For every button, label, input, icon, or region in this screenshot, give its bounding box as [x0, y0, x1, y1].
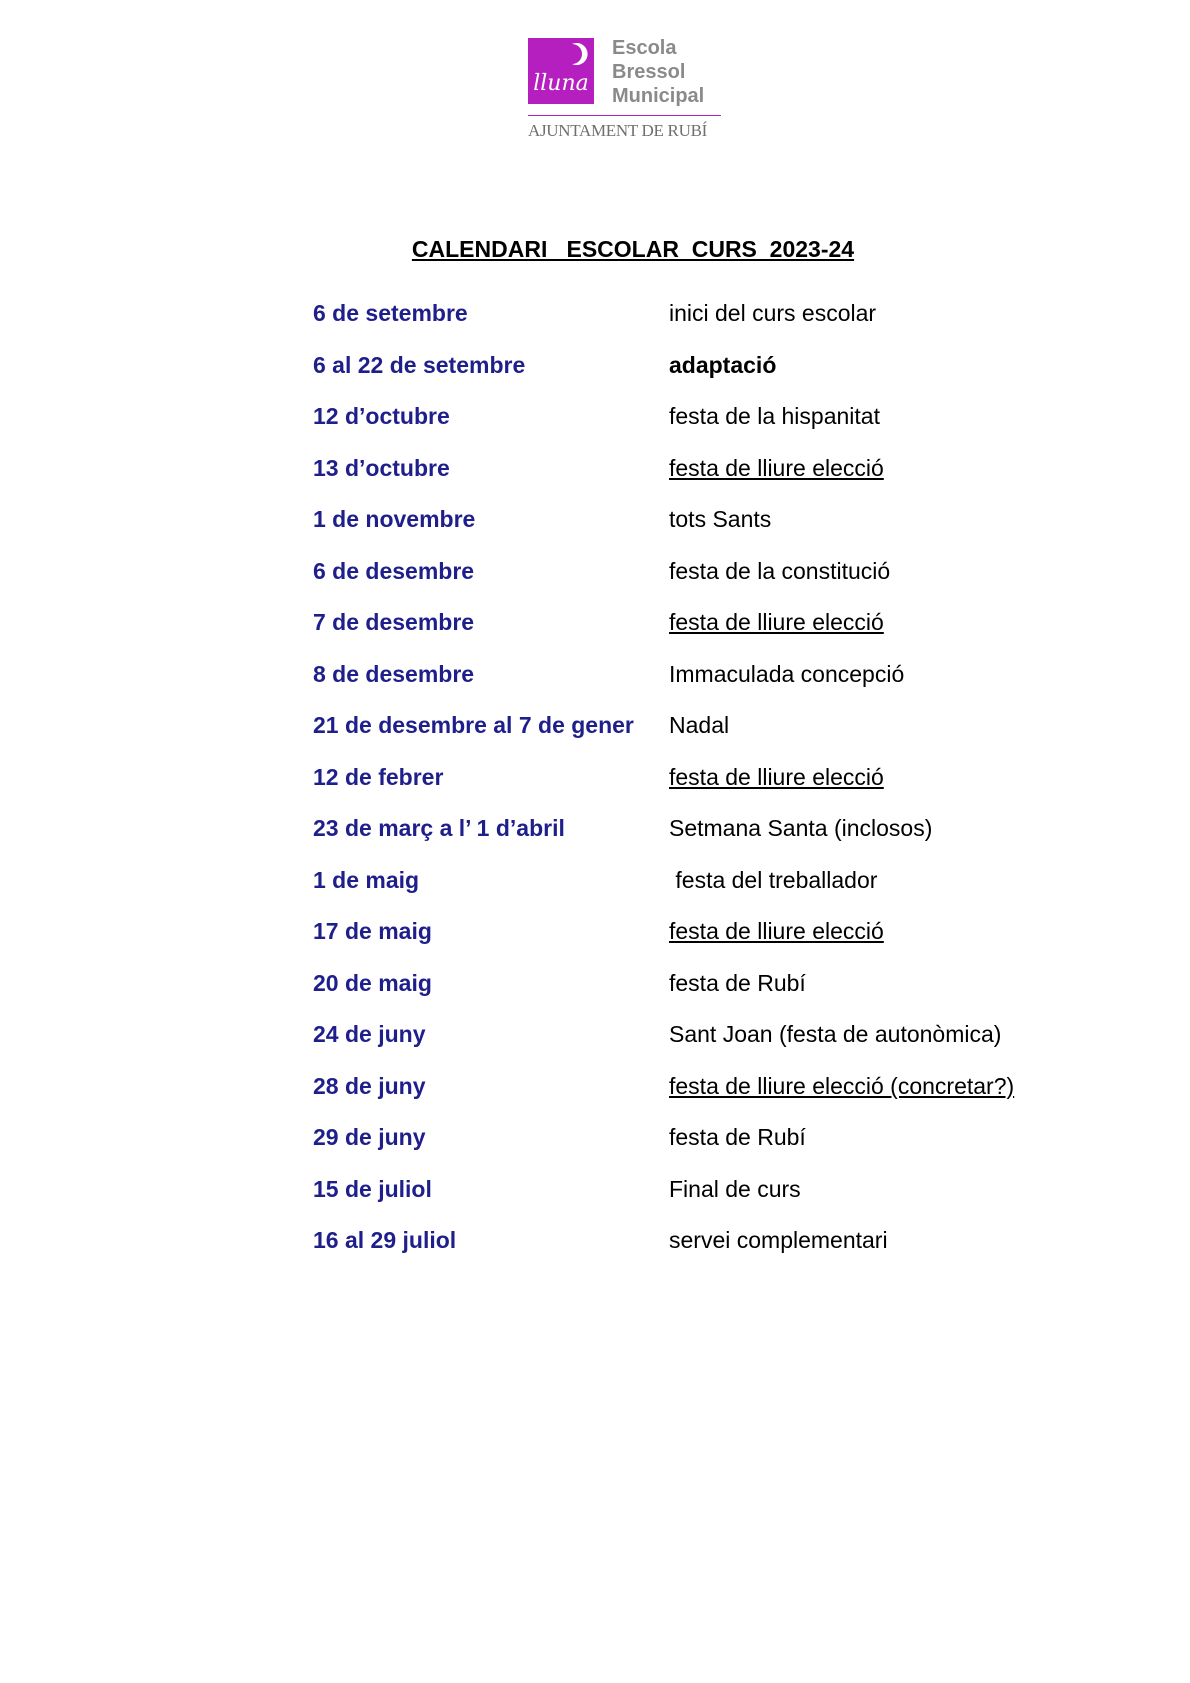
moon-icon	[528, 38, 594, 104]
calendar-date: 21 de desembre al 7 de gener	[313, 712, 634, 738]
logo-divider	[528, 115, 721, 116]
calendar-date: 16 al 29 juliol	[313, 1227, 457, 1253]
calendar-event: inici del curs escolar	[669, 300, 877, 326]
calendar-event: servei complementari	[669, 1227, 888, 1253]
calendar-date: 15 de juliol	[313, 1175, 432, 1202]
school-name-line-2: Bressol	[612, 61, 686, 83]
calendar-event: festa de la hispanitat	[669, 403, 880, 429]
calendar-event: Setmana Santa (inclosos)	[669, 815, 933, 841]
calendar-date: 1 de novembre	[313, 506, 476, 532]
calendar-date: 28 de juny	[313, 1072, 426, 1099]
calendar-date: 8 de desembre	[313, 660, 475, 687]
calendar-date: 20 de maig	[313, 969, 432, 996]
calendar-event: festa de Rubí	[669, 1124, 806, 1150]
calendar-date: 1 de maig	[313, 866, 420, 893]
calendar-date: 12 de febrer	[313, 763, 444, 790]
calendar-event: festa del treballador	[669, 866, 878, 893]
page-title: CALENDARI ESCOLAR CURS 2023-24	[411, 236, 855, 262]
calendar-date: 6 de setembre	[313, 300, 468, 326]
calendar-date: 24 de juny	[313, 1021, 426, 1047]
calendar-event: festa de lliure elecció	[669, 763, 884, 790]
calendar-date: 6 de desembre	[313, 557, 475, 584]
school-name-line-3: Municipal	[612, 85, 705, 107]
school-name-line-1: Escola	[612, 37, 677, 59]
calendar-event: festa de lliure elecció	[669, 918, 884, 944]
calendar-event: Final de curs	[669, 1175, 801, 1202]
calendar-event: tots Sants	[669, 506, 772, 532]
calendar-event: adaptació	[669, 351, 777, 378]
calendar-event: Immaculada concepció	[669, 660, 905, 687]
calendar-event: festa de lliure elecció	[669, 609, 884, 635]
calendar-date: 7 de desembre	[313, 609, 475, 635]
calendar-event: festa de Rubí	[669, 969, 806, 996]
calendar-event: Sant Joan (festa de autonòmica)	[669, 1021, 1002, 1047]
calendar-date: 6 al 22 de setembre	[313, 351, 526, 378]
calendar-date: 17 de maig	[313, 918, 432, 944]
calendar-date: 12 d’octubre	[313, 403, 450, 429]
school-name	[612, 36, 704, 108]
school-logo	[528, 38, 728, 148]
logo-mark-text: lluna	[533, 71, 589, 96]
lluna-logo-mark	[528, 38, 594, 104]
calendar-date: 29 de juny	[313, 1124, 426, 1150]
calendar-event: festa de lliure elecció (concretar?)	[669, 1072, 1015, 1099]
calendar-event: festa de la constitució	[669, 557, 891, 584]
calendar-event: festa de lliure elecció	[669, 454, 884, 481]
calendar-date: 13 d’octubre	[313, 454, 450, 481]
calendar-date: 23 de març a l’ 1 d’abril	[313, 815, 565, 841]
calendar-event: Nadal	[669, 712, 730, 738]
organization-name: AJUNTAMENT DE RUBÍ	[528, 121, 707, 140]
